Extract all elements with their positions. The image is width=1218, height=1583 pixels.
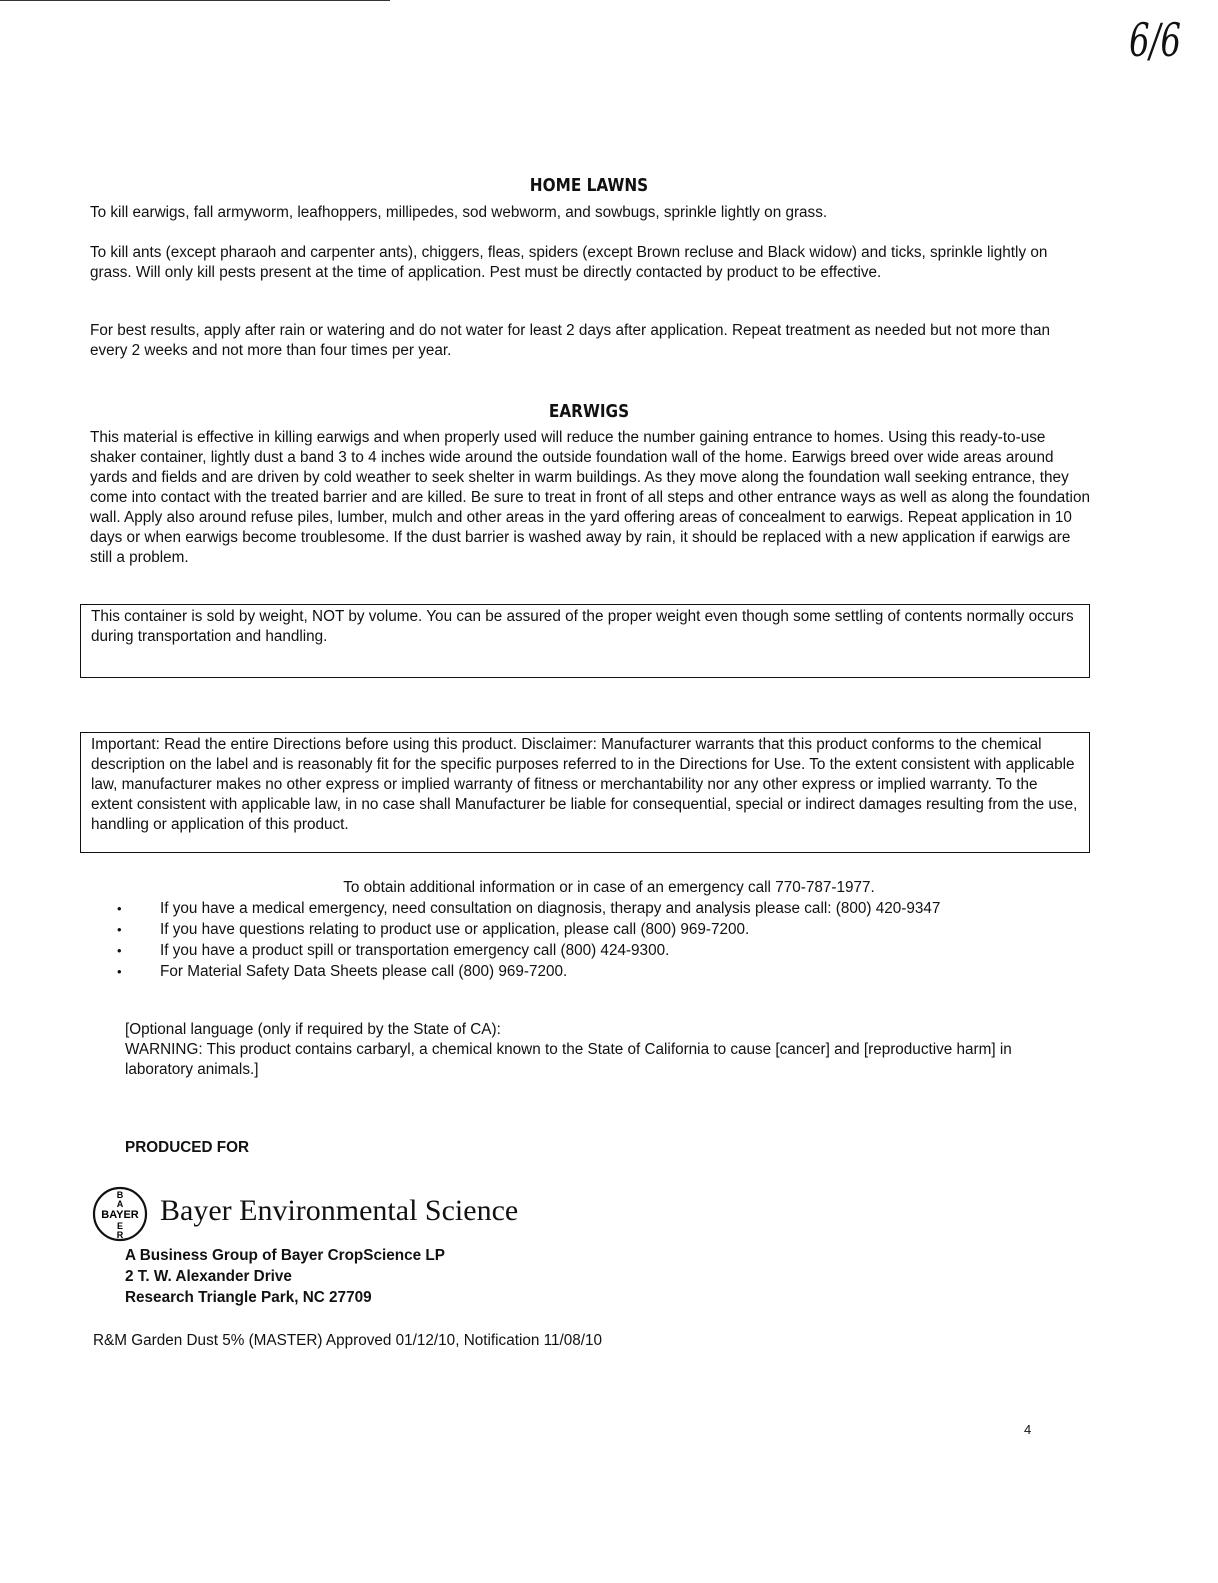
page-number: 4 bbox=[1024, 1422, 1032, 1437]
disclaimer-text: Important: Read the entire Directions before using this product. Disclaimer: Manufacturer warrants that this product conforms to the chemical description on the label and is reasonably fit for the specific purposes referred to in the Directions for Use. To the extent consistent with applicable law, manufacturer makes no other express or implied warranty of fitness or merchantability nor any other express or implied warranty. To the extent consistent with applicable law, in no case shall Manufacturer be liable for consequential, special or indirect damages resulting from the use, handling or application of this product. bbox=[91, 736, 1078, 833]
address-line-1: A Business Group of Bayer CropScience LP bbox=[125, 1247, 445, 1264]
optional-label: [Optional language (only if required by the State of CA): bbox=[125, 1021, 501, 1038]
home-lawns-heading: HOME LAWNS bbox=[529, 175, 649, 196]
svg-text:A: A bbox=[116, 1199, 124, 1209]
svg-text:BAYER: BAYER bbox=[101, 1209, 139, 1221]
home-lawns-paragraph-2: To kill ants (except pharaoh and carpenter ants), chiggers, fleas, spiders (except Brown recluse and Black widow) and ticks, sprinkle lightly on grass. Will only kill pests present at the time of application. Pest must be directly contacted by product to be effective. bbox=[90, 244, 1048, 281]
svg-text:B: B bbox=[116, 1190, 124, 1200]
contact-item-msds: • For Material Safety Data Sheets please call (800) 969-7200. bbox=[117, 962, 1117, 983]
company-address bbox=[125, 1245, 445, 1308]
disclaimer-box bbox=[80, 732, 1090, 853]
earwigs-paragraph: This material is effective in killing earwigs and when properly used will reduce the number gaining entrance to homes. Using this ready-to-use shaker container, lightly dust a band 3 to 4 inches wide around the outside foundation wall of the home. Earwigs breed over wide areas around yards and fields and are driven by cold weather to seek shelter in warm buildings. As they move along the foundation wall seeking entrance, they come into contact with the treated barrier and are killed. Be sure to treat in front of all steps and other entrance ways as well as along the foundation wall. Apply also around refuse piles, lumber, mulch and other areas in the yard offering areas of concealment to earwigs. Repeat application in 10 days or when earwigs become troublesome. If the dust barrier is washed away by rain, it should be replaced with a new application if earwigs are still a problem. bbox=[90, 429, 1090, 566]
address-line-2: 2 T. W. Alexander Drive bbox=[125, 1268, 292, 1285]
ca-warning: WARNING: This product contains carbaryl, a chemical known to the State of California to cause [cancer] and [reproductive harm] in laboratory animals.] bbox=[125, 1041, 1012, 1078]
contact-item-product-use: • If you have questions relating to product use or application, please call (800) 969-7200. bbox=[117, 920, 1117, 941]
contact-item-spill: • If you have a product spill or transportation emergency call (800) 424-9300. bbox=[117, 941, 1117, 962]
contact-intro: To obtain additional information or in case of an emergency call 770-787-1977. bbox=[343, 879, 875, 896]
contact-item-medical: • If you have a medical emergency, need consultation on diagnosis, therapy and analysis please call: (800) 420-9347 bbox=[117, 899, 1117, 920]
company-name: Bayer Environmental Science bbox=[160, 1194, 519, 1227]
home-lawns-paragraph-3: For best results, apply after rain or watering and do not water for least 2 days after application. Repeat treatment as needed but not more than every 2 weeks and not more than four times per year. bbox=[90, 322, 1050, 359]
earwigs-heading: EARWIGS bbox=[548, 401, 630, 422]
address-line-3: Research Triangle Park, NC 27709 bbox=[125, 1289, 372, 1306]
produced-for-label: PRODUCED FOR bbox=[125, 1139, 250, 1156]
footer-note: R&M Garden Dust 5% (MASTER) Approved 01/12/10, Notification 11/08/10 bbox=[93, 1332, 603, 1349]
scan-edge-line bbox=[0, 0, 390, 1]
bayer-cross-logo bbox=[92, 1186, 148, 1242]
optional-language bbox=[125, 1020, 1075, 1080]
weight-notice-box bbox=[80, 604, 1090, 678]
svg-text:R: R bbox=[116, 1230, 124, 1240]
contact-list bbox=[117, 899, 1117, 983]
weight-notice-text: This container is sold by weight, NOT by volume. You can be assured of the proper weight even though some settling of contents normally occurs during transportation and handling. bbox=[91, 608, 1074, 645]
handwritten-page-mark: 6/6 bbox=[1129, 13, 1181, 67]
home-lawns-paragraph-1: To kill earwigs, fall armyworm, leafhoppers, millipedes, sod webworm, and sowbugs, sprinkle lightly on grass. bbox=[90, 204, 828, 221]
svg-text:E: E bbox=[116, 1221, 124, 1231]
